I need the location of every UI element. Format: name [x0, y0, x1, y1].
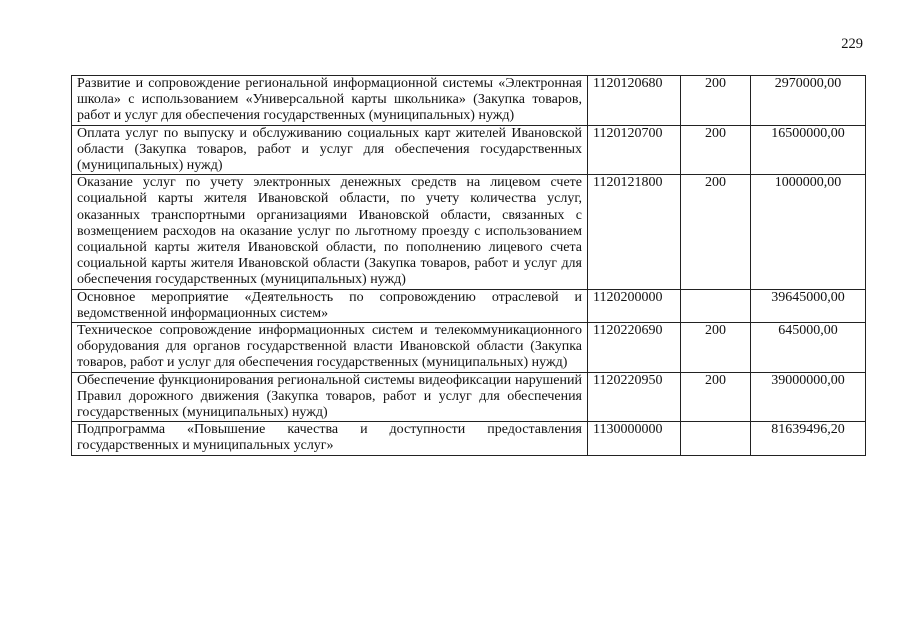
- row-expense-type: 200: [681, 125, 751, 175]
- row-amount: 39000000,00: [751, 372, 866, 422]
- row-description: Оплата услуг по выпуску и обслуживанию социальных карт жителей Ивановской области (Закупка товаров, работ и услуг для обеспечения государственных (муниципальных) нужд): [72, 125, 588, 175]
- row-expense-type: [681, 422, 751, 455]
- table-row: [72, 372, 866, 422]
- table-row: [72, 323, 866, 373]
- row-target-code: 1120220690: [588, 323, 681, 373]
- row-description: Развитие и сопровождение региональной информационной системы «Электронная школа» с использованием «Универсальной карты школьника» (Закупка товаров, работ и услуг для обеспечения государственных (муниципальных) нужд): [72, 76, 588, 126]
- row-expense-type: 200: [681, 76, 751, 126]
- row-amount: 39645000,00: [751, 289, 866, 322]
- row-description: Техническое сопровождение информационных систем и телекоммуникационного оборудования для органов государственной власти Ивановской области (Закупка товаров, работ и услуг для обеспечения государственных (муниципальных) нужд): [72, 323, 588, 373]
- table-row: [72, 125, 866, 175]
- row-amount: 2970000,00: [751, 76, 866, 126]
- row-amount: 16500000,00: [751, 125, 866, 175]
- budget-table: [71, 75, 866, 456]
- table-row: [72, 289, 866, 322]
- page-number: 229: [841, 36, 863, 52]
- row-target-code: 1120220950: [588, 372, 681, 422]
- row-amount: 645000,00: [751, 323, 866, 373]
- row-description: Оказание услуг по учету электронных денежных средств на лицевом счете социальной карты жителя Ивановской области, по учету количества услуг, оказанных транспортными организациями Ивановской области, связанных с возмещением расходов на оказание услуг по льготному проезду с использованием социальной карты жителя Ивановской области, по пополнению лицевого счета социальной карты жителя Ивановской области (Закупка товаров, работ и услуг для обеспечения государственных (муниципальных) нужд): [72, 175, 588, 289]
- row-expense-type: 200: [681, 175, 751, 289]
- row-target-code: 1120200000: [588, 289, 681, 322]
- row-target-code: 1120121800: [588, 175, 681, 289]
- row-target-code: 1120120680: [588, 76, 681, 126]
- row-description: Основное мероприятие «Деятельность по сопровождению отраслевой и ведомственной информационных систем»: [72, 289, 588, 322]
- row-expense-type: [681, 289, 751, 322]
- row-target-code: 1130000000: [588, 422, 681, 455]
- row-target-code: 1120120700: [588, 125, 681, 175]
- row-amount: 1000000,00: [751, 175, 866, 289]
- row-amount: 81639496,20: [751, 422, 866, 455]
- row-description: Подпрограмма «Повышение качества и доступности предоставления государственных и муниципальных услуг»: [72, 422, 588, 455]
- row-expense-type: 200: [681, 323, 751, 373]
- row-description: Обеспечение функционирования региональной системы видеофиксации нарушений Правил дорожного движения (Закупка товаров, работ и услуг для обеспечения государственных (муниципальных) нужд): [72, 372, 588, 422]
- table-row: [72, 422, 866, 455]
- table-row: [72, 175, 866, 289]
- table-row: [72, 76, 866, 126]
- row-expense-type: 200: [681, 372, 751, 422]
